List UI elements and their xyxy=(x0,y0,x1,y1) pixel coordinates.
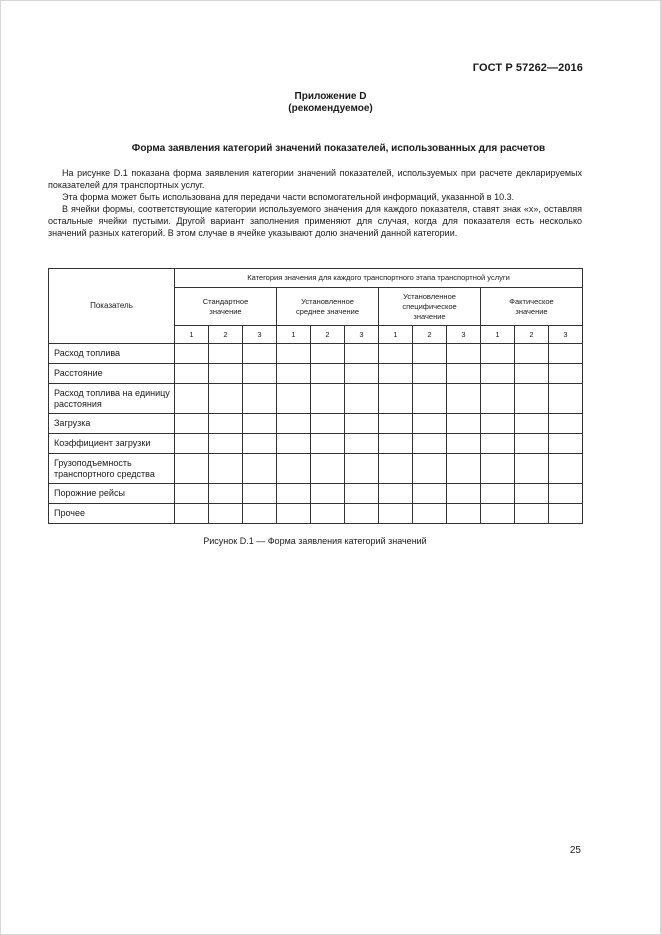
subcolumn-header: 3 xyxy=(549,326,583,344)
figure-caption: Рисунок D.1 — Форма заявления категорий значений xyxy=(203,536,427,546)
form-cell[interactable] xyxy=(175,384,209,414)
declaration-form-table xyxy=(48,268,583,524)
form-cell[interactable] xyxy=(311,414,345,434)
form-cell[interactable] xyxy=(481,454,515,484)
subcolumn-header: 3 xyxy=(243,326,277,344)
form-cell[interactable] xyxy=(277,414,311,434)
form-cell[interactable] xyxy=(515,364,549,384)
form-cell[interactable] xyxy=(447,364,481,384)
form-cell[interactable] xyxy=(413,434,447,454)
form-cell[interactable] xyxy=(447,384,481,414)
form-cell[interactable] xyxy=(549,484,583,504)
subcolumn-header: 1 xyxy=(277,326,311,344)
form-cell[interactable] xyxy=(515,504,549,524)
subcolumn-header: 3 xyxy=(447,326,481,344)
form-cell[interactable] xyxy=(209,384,243,414)
form-cell[interactable] xyxy=(413,344,447,364)
table-row xyxy=(49,364,583,384)
form-cell[interactable] xyxy=(379,484,413,504)
page-number: 25 xyxy=(569,845,581,856)
form-cell[interactable] xyxy=(379,454,413,484)
form-cell[interactable] xyxy=(379,414,413,434)
row-label: Расстояние xyxy=(49,364,175,384)
form-cell[interactable] xyxy=(277,344,311,364)
form-cell[interactable] xyxy=(379,434,413,454)
form-cell[interactable] xyxy=(345,454,379,484)
table-row xyxy=(49,504,583,524)
form-cell[interactable] xyxy=(175,484,209,504)
form-cell[interactable] xyxy=(209,484,243,504)
form-cell[interactable] xyxy=(447,344,481,364)
row-label: Расход топлива xyxy=(49,344,175,364)
table-row xyxy=(49,414,583,434)
table-row xyxy=(49,454,583,484)
form-cell[interactable] xyxy=(549,434,583,454)
form-cell[interactable] xyxy=(345,484,379,504)
form-cell[interactable] xyxy=(175,504,209,524)
form-cell[interactable] xyxy=(345,344,379,364)
form-cell[interactable] xyxy=(549,454,583,484)
form-cell[interactable] xyxy=(345,434,379,454)
form-cell[interactable] xyxy=(311,454,345,484)
form-cell[interactable] xyxy=(413,364,447,384)
form-cell[interactable] xyxy=(243,454,277,484)
form-cell[interactable] xyxy=(243,414,277,434)
form-cell[interactable] xyxy=(447,454,481,484)
row-label: Коэффициент загрузки xyxy=(49,434,175,454)
form-cell[interactable] xyxy=(481,344,515,364)
form-cell[interactable] xyxy=(549,364,583,384)
body-text xyxy=(48,167,582,239)
paragraph: В ячейки формы, соответствующие категории используемого значения для каждого показателя, ставят знак «х», оставляя остальные ячейки пустыми. Другой вариант заполнения применяют для случая, когда для показателя есть несколько значений разных категорий. В этом случае в ячейке указывают долю значений данной категории. xyxy=(48,204,582,238)
indicator-header: Показатель xyxy=(49,269,175,344)
section-title: Форма заявления категорий значений показателей, использованных для расчетов xyxy=(131,143,546,154)
form-cell[interactable] xyxy=(413,384,447,414)
form-cell[interactable] xyxy=(311,484,345,504)
form-cell[interactable] xyxy=(277,434,311,454)
category-header: Установленное специфическое значение xyxy=(379,288,481,326)
subcolumn-header: 1 xyxy=(175,326,209,344)
form-cell[interactable] xyxy=(311,344,345,364)
form-cell[interactable] xyxy=(345,364,379,384)
form-cell[interactable] xyxy=(243,504,277,524)
form-cell[interactable] xyxy=(277,484,311,504)
appendix-title: Приложение D xyxy=(294,91,367,102)
form-cell[interactable] xyxy=(345,414,379,434)
form-cell[interactable] xyxy=(175,364,209,384)
form-cell[interactable] xyxy=(379,384,413,414)
form-cell[interactable] xyxy=(277,454,311,484)
form-cell[interactable] xyxy=(243,364,277,384)
form-cell[interactable] xyxy=(413,454,447,484)
form-cell[interactable] xyxy=(413,414,447,434)
form-cell[interactable] xyxy=(175,434,209,454)
form-cell[interactable] xyxy=(447,484,481,504)
row-label: Загрузка xyxy=(49,414,175,434)
category-group-header: Категория значения для каждого транспортного этапа транспортной услуги xyxy=(175,269,583,288)
form-cell[interactable] xyxy=(447,504,481,524)
table-row xyxy=(49,484,583,504)
table-row xyxy=(49,384,583,414)
form-cell[interactable] xyxy=(515,434,549,454)
subcolumn-header: 3 xyxy=(345,326,379,344)
standard-code: ГОСТ Р 57262—2016 xyxy=(472,62,583,74)
form-cell[interactable] xyxy=(481,434,515,454)
form-cell[interactable] xyxy=(175,344,209,364)
row-label: Расход топлива на единицу расстояния xyxy=(49,384,175,414)
table-row xyxy=(49,344,583,364)
form-cell[interactable] xyxy=(345,504,379,524)
subcolumn-header: 1 xyxy=(481,326,515,344)
form-cell[interactable] xyxy=(549,344,583,364)
form-cell[interactable] xyxy=(481,414,515,434)
row-label: Грузоподъемность транспортного средства xyxy=(49,454,175,484)
form-cell[interactable] xyxy=(311,504,345,524)
subcolumn-header: 2 xyxy=(413,326,447,344)
category-header: Стандартное значение xyxy=(175,288,277,326)
form-cell[interactable] xyxy=(209,414,243,434)
form-cell[interactable] xyxy=(175,414,209,434)
form-cell[interactable] xyxy=(209,434,243,454)
form-cell[interactable] xyxy=(413,504,447,524)
subcolumn-header: 2 xyxy=(311,326,345,344)
form-cell[interactable] xyxy=(515,414,549,434)
form-cell[interactable] xyxy=(549,414,583,434)
subcolumn-header: 2 xyxy=(209,326,243,344)
form-cell[interactable] xyxy=(243,484,277,504)
form-cell[interactable] xyxy=(311,434,345,454)
form-cell[interactable] xyxy=(277,384,311,414)
appendix-subtitle: (рекомендуемое) xyxy=(288,103,373,114)
row-label: Прочее xyxy=(49,504,175,524)
form-cell[interactable] xyxy=(515,454,549,484)
form-cell[interactable] xyxy=(447,414,481,434)
category-header: Фактическое значение xyxy=(481,288,583,326)
form-cell[interactable] xyxy=(379,364,413,384)
table-row xyxy=(49,434,583,454)
form-cell[interactable] xyxy=(175,454,209,484)
form-cell[interactable] xyxy=(209,364,243,384)
row-label: Порожние рейсы xyxy=(49,484,175,504)
form-cell[interactable] xyxy=(345,384,379,414)
form-cell[interactable] xyxy=(515,384,549,414)
form-cell[interactable] xyxy=(243,384,277,414)
form-cell[interactable] xyxy=(243,344,277,364)
form-cell[interactable] xyxy=(481,484,515,504)
form-cell[interactable] xyxy=(413,484,447,504)
form-cell[interactable] xyxy=(311,364,345,384)
subcolumn-header: 2 xyxy=(515,326,549,344)
paragraph: Эта форма может быть использована для передачи части вспомогательной информаций, указанной в 10.3. xyxy=(62,192,515,202)
form-cell[interactable] xyxy=(549,384,583,414)
form-cell[interactable] xyxy=(243,434,277,454)
form-cell[interactable] xyxy=(379,344,413,364)
form-cell[interactable] xyxy=(481,504,515,524)
form-cell[interactable] xyxy=(209,344,243,364)
form-cell[interactable] xyxy=(515,484,549,504)
paragraph: На рисунке D.1 показана форма заявления категории значений показателей, используемых при расчете декларируемых показателей для транспортных услуг. xyxy=(48,168,582,190)
subcolumn-header: 1 xyxy=(379,326,413,344)
category-header: Установленное среднее значение xyxy=(277,288,379,326)
form-cell[interactable] xyxy=(515,344,549,364)
form-cell[interactable] xyxy=(311,384,345,414)
form-cell[interactable] xyxy=(209,504,243,524)
form-cell[interactable] xyxy=(481,384,515,414)
form-cell[interactable] xyxy=(379,504,413,524)
form-cell[interactable] xyxy=(447,434,481,454)
form-cell[interactable] xyxy=(549,504,583,524)
form-cell[interactable] xyxy=(209,454,243,484)
form-cell[interactable] xyxy=(277,504,311,524)
form-cell[interactable] xyxy=(481,364,515,384)
form-cell[interactable] xyxy=(277,364,311,384)
